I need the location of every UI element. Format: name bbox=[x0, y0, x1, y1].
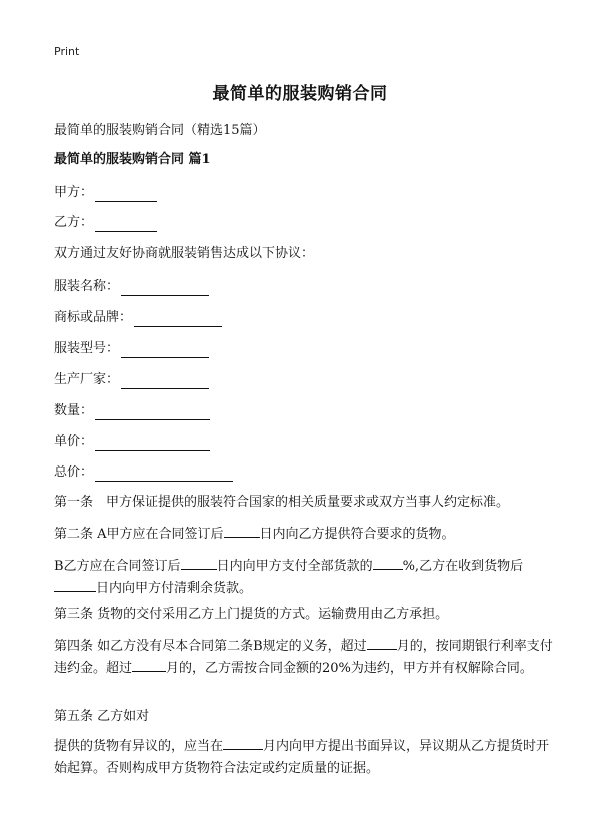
manufacturer-label: 生产厂家： bbox=[54, 372, 120, 387]
clause-2a-part2: 日内向乙方提供符合要求的货物。 bbox=[259, 527, 455, 542]
model-label: 服装型号： bbox=[54, 341, 120, 356]
quantity-blank bbox=[95, 406, 210, 420]
unit-price-blank bbox=[95, 437, 210, 451]
clause-5: 第五条 乙方如对 bbox=[54, 709, 150, 724]
manufacturer-blank bbox=[121, 375, 209, 389]
clause-4 bbox=[54, 636, 554, 680]
party-b-label: 乙方： bbox=[54, 215, 94, 230]
clause-2b-part3: %,乙方在收到货物后 bbox=[402, 559, 524, 574]
intro-text: 双方通过友好协商就服装销售达成以下协议： bbox=[54, 246, 315, 261]
total-price-blank bbox=[95, 468, 233, 482]
clause-4-part1: 第四条 如乙方没有尽本合同第二条B规定的义务，超过 bbox=[54, 639, 367, 654]
print-link[interactable]: Print bbox=[54, 45, 80, 58]
unit-price-label: 单价： bbox=[54, 434, 94, 449]
brand-blank bbox=[134, 313, 222, 327]
field-quantity bbox=[54, 401, 550, 420]
field-garment-name bbox=[54, 277, 550, 296]
clause-5-continued bbox=[54, 736, 554, 780]
clause-2b-part4: 日内向甲方付清剩余货款。 bbox=[96, 581, 253, 596]
model-blank bbox=[121, 344, 209, 358]
clause-2b-blank-3 bbox=[54, 578, 96, 592]
clause-4-part3: 月的，乙方需按合同金额的20%为违约，甲方并有权解除合同。 bbox=[166, 661, 533, 676]
clause-3: 第三条 货物的交付采用乙方上门提货的方式。运输费用由乙方承担。 bbox=[54, 607, 449, 622]
party-a-field bbox=[54, 183, 550, 202]
clause-2a bbox=[54, 524, 554, 546]
document-title: 最简单的服装购销合同 bbox=[212, 84, 388, 104]
clause-5-cont-part2: 月内向甲方提出书面异议，异议期从乙方提货时开始起算。否则构成甲方货物符合法定或约定质量的证据。 bbox=[54, 739, 550, 776]
clause-2a-part1: 第二条 A甲方应在合同签订后 bbox=[54, 527, 224, 542]
field-brand bbox=[54, 308, 550, 327]
clause-2a-blank bbox=[224, 524, 260, 538]
total-price-label: 总价： bbox=[54, 465, 94, 480]
garment-name-label: 服装名称： bbox=[54, 279, 120, 294]
clause-2b-part2: 日内向甲方支付全部货款的 bbox=[216, 559, 373, 574]
section-heading: 最简单的服装购销合同 篇1 bbox=[54, 152, 211, 167]
clause-4-blank-2 bbox=[132, 658, 166, 672]
field-model bbox=[54, 339, 550, 358]
clause-5-cont-part1: 提供的货物有异议的，应当在 bbox=[54, 739, 224, 754]
field-unit-price bbox=[54, 432, 550, 451]
party-b-field bbox=[54, 213, 550, 232]
field-manufacturer bbox=[54, 370, 550, 389]
party-a-blank bbox=[95, 188, 157, 202]
clause-1: 第一条 甲方保证提供的服装符合国家的相关质量要求或双方当事人约定标准。 bbox=[54, 495, 510, 510]
field-total-price bbox=[54, 463, 550, 482]
brand-label: 商标或品牌： bbox=[54, 310, 133, 325]
clause-2b-part1: B乙方应在合同签订后 bbox=[54, 559, 181, 574]
clause-5-blank bbox=[223, 736, 263, 750]
clause-2b-blank-2 bbox=[373, 556, 403, 570]
party-a-label: 甲方： bbox=[54, 185, 94, 200]
document-subtitle: 最简单的服装购销合同（精选15篇） bbox=[54, 123, 266, 138]
clause-4-blank-1 bbox=[367, 636, 397, 650]
party-b-blank bbox=[95, 218, 157, 232]
clause-2b bbox=[54, 556, 554, 600]
clause-2b-blank-1 bbox=[181, 556, 217, 570]
garment-name-blank bbox=[121, 282, 209, 296]
quantity-label: 数量： bbox=[54, 403, 94, 418]
clause-4-part2: 月的，按同期银行利率支付违约金。超过 bbox=[54, 639, 553, 676]
